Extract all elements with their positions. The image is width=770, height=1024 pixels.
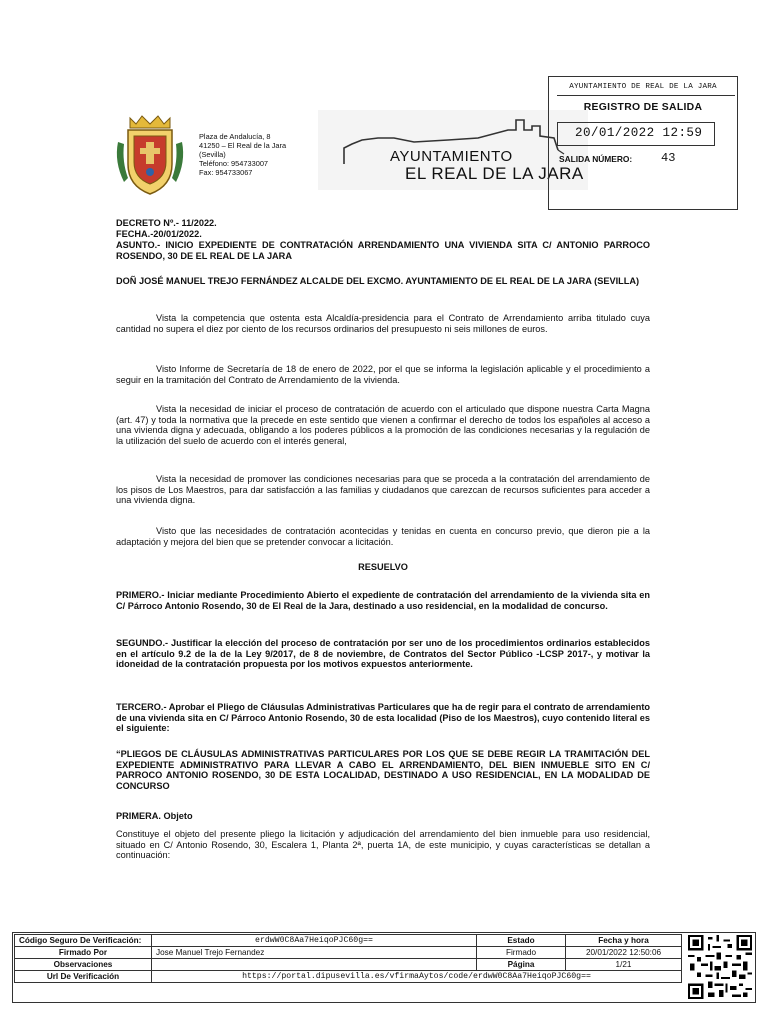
codigo-label: Código Seguro De Verificación: (15, 935, 152, 947)
address-line: (Sevilla) (199, 150, 226, 160)
municipal-address (199, 132, 329, 177)
municipal-crest-icon (114, 112, 186, 198)
pagina-label: Página (477, 959, 566, 971)
stamp-number: 43 (661, 151, 676, 165)
resuelvo-heading: RESUELVO (358, 562, 408, 572)
estado-label: Estado (477, 935, 566, 947)
stamp-number-label: SALIDA NÚMERO: (559, 154, 633, 164)
registry-stamp (548, 76, 738, 210)
verification-table (14, 934, 682, 983)
observaciones-label: Observaciones (15, 959, 152, 971)
estado-value: Firmado (477, 947, 566, 959)
url-value[interactable]: https://portal.dipusevilla.es/vfirmaAytos/code/erdwW0C8Aa7HeiqoPJC60g== (152, 971, 682, 983)
decree-number: DECRETO Nº.- 11/2022. (116, 218, 217, 228)
clause-primera-text: Constituye el objeto del presente pliego la licitación y adjudicación del arrendamiento del bien inmueble para uso residencial, situado en C/ Antonio Rosendo, 30, Escalera 1, Planta 2ª, puerta 1A, de este municipio, y cuyas características se detallan a continuación: (116, 829, 650, 861)
fecha-label: Fecha y hora (566, 935, 682, 947)
firmado-value: Jose Manuel Trejo Fernandez (152, 947, 477, 959)
pagina-value: 1/21 (566, 959, 682, 971)
address-line: Teléfono: 954733007 (199, 159, 269, 169)
paragraph: Visto que las necesidades de contratación acontecidas y tenidas en cuenta en concurso previo, que dieron pie a la adaptación y mejora del bien que se pretender convocar a licitación. (116, 526, 650, 547)
firmado-label: Firmado Por (15, 947, 152, 959)
paragraph: Vista la necesidad de promover las condiciones necesarias para que se proceda a la contratación del arrendamiento de los pisos de Los Maestros, para dar satisfacción a las familias y ciudadanos que carezcan de recursos suficientes para acceder a una vivienda digna. (116, 474, 650, 506)
logo-ayuntamiento-text: AYUNTAMIENTO (390, 148, 513, 165)
mayor-heading: DOÑ JOSÉ MANUEL TREJO FERNÁNDEZ ALCALDE DEL EXCMO. AYUNTAMIENTO DE EL REAL DE LA JARA (SEVILLA) (116, 276, 640, 286)
paragraph: Visto Informe de Secretaría de 18 de enero de 2022, por el que se informa la legislación aplicable y el procedimiento a seguir en la tramitación del Contrato de Arrendamiento de la vivienda. (116, 364, 650, 385)
paragraph: Vista la competencia que ostenta esta Alcaldía-presidencia para el Contrato de Arrendamiento arriba titulado cuya cantidad no supera el diez por ciento de los recursos ordinarios del presupuesto ni seis millones de euros. (116, 313, 650, 334)
address-line: Plaza de Andalucía, 8 (199, 132, 271, 141)
clause-primera-title: PRIMERA. Objeto (116, 811, 193, 821)
qr-code-icon (688, 935, 752, 999)
address-line: 41250 – El Real de la Jara (199, 141, 287, 151)
decree-subject: ASUNTO.- INICIO EXPEDIENTE DE CONTRATACIÓN ARRENDAMIENTO UNA VIVIENDA SITA C/ ANTONIO PARROCO ROSENDO, 30 DE EL REAL DE LA JARA (116, 240, 650, 261)
observaciones-value (152, 959, 477, 971)
stamp-registro-label: REGISTRO DE SALIDA (583, 102, 703, 113)
pliegos-title: “PLIEGOS DE CLÁUSULAS ADMINISTRATIVAS PARTICULARES POR LOS QUE SE DEBE REGIR LA TRAMITACIÓN DEL EXPEDIENTE ADMINISTRATIVO PARA LLEVAR A CABO EL ARRENDAMIENTO, DEL BIEN INMUEBLE SITO EN C/ PARROCO ANTONIO ROSENDO, 30 DE ESTA LOCALIDAD, DESTINADO A USO RESIDENCIAL, EN LA MODALIDAD DE CONCURSO (116, 749, 650, 791)
url-label: Url De Verificación (15, 971, 152, 983)
decree-date: FECHA.-20/01/2022. (116, 229, 202, 239)
paragraph: Vista la necesidad de iniciar el proceso de contratación de acuerdo con el articulado que dispone nuestra Carta Magna (art. 47) y toda la normativa que la precede en este sentido que vienen a confirmar el derecho de todos los españoles al acceso a una vivienda digna y adecuada, obligando a los poderes públicos a la promoción de las condiciones necesarias y la regulación de la utilización del suelo de acuerdo con el interés general, (116, 404, 650, 446)
logo-town-name-text: EL REAL DE LA JARA (405, 164, 584, 183)
resolution-primero: PRIMERO.- Iniciar mediante Procedimiento Abierto el expediente de contratación del arrendamiento de la vivienda sita en C/ Párroco Antonio Rosendo, 30 de El Real de la Jara, destinado a uso residencial, en la modalidad de concurso. (116, 590, 650, 611)
resolution-segundo: SEGUNDO.- Justificar la elección del proceso de contratación por ser uno de los procedimientos ordinarios establecidos en el artículo 9.2 de la de la Ley 9/2017, de 8 de noviembre, de Contratos del Sector Público -LCSP 2017-, y motivar la idoneidad de la contratación propuesta por los motivos expuestos anteriormente. (116, 638, 650, 670)
stamp-title: AYUNTAMIENTO DE REAL DE LA JARA (569, 83, 717, 91)
address-line: Fax: 954733067 (199, 168, 253, 178)
stamp-date: 20/01/2022 12:59 (575, 126, 703, 140)
fecha-value: 20/01/2022 12:50:06 (566, 947, 682, 959)
resolution-tercero: TERCERO.- Aprobar el Pliego de Cláusulas Administrativas Particulares que ha de regir para el contrato de arrendamiento de una vivienda sita en C/ Párroco Antonio Rosendo, 30 de esta localidad (Piso de los Maestros), cuyo contenido literal es el siguiente: (116, 702, 650, 734)
stamp-divider (557, 95, 735, 96)
codigo-value: erdwW0C8Aa7HeiqoPJC60g== (152, 935, 477, 947)
